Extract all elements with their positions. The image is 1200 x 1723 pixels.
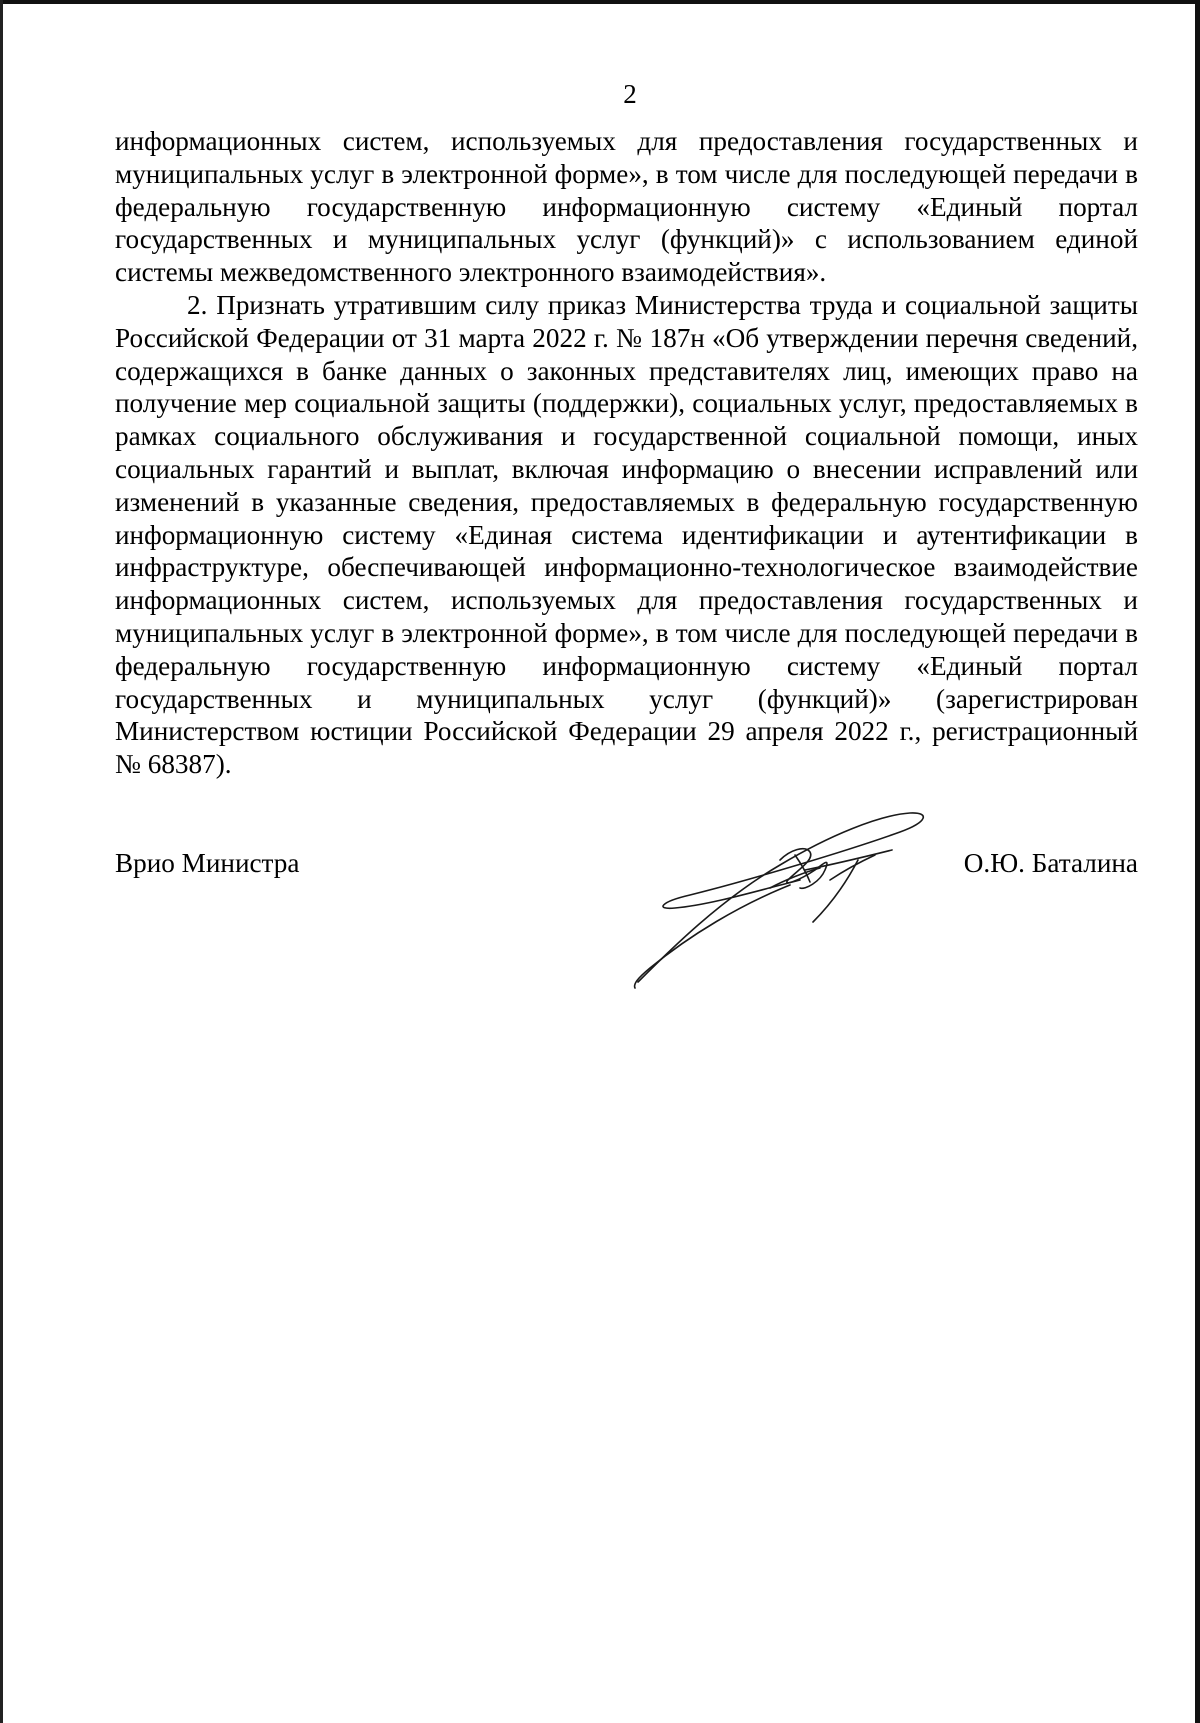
handwritten-signature [630,810,930,1000]
paragraph-item-2: 2. Признать утратившим силу приказ Министерства труда и социальной защиты Российской Федерации от 31 марта 2022 г. № 187н «Об утверждении перечня сведений, содержащихся в банке данных о законных представителях лиц, имеющих право на получение мер социальной защиты (поддержки), социальных услуг, предоставляемых в рамках социального обслуживания и государственной социальной помощи, иных социальных гарантий и выплат, включая информацию о внесении исправлений или изменений в указанные сведения, предоставляемых в федеральную государственную информационную систему «Единая система идентификации и аутентификации в инфраструктуре, обеспечивающей информационно-технологическое взаимодействие информационных систем, используемых для предоставления государственных и муниципальных услуг в электронной форме», в том числе для последующей передачи в федеральную государственную информационную систему «Единый портал государственных и муниципальных услуг (функций)» (зарегистрирован Министерством юстиции Российской Федерации 29 апреля 2022 г., регистрационный № 68387). [115,289,1138,780]
paragraph-continuation: информационных систем, используемых для предоставления государственных и муниципальных услуг в электронной форме», в том числе для последующей передачи в федеральную государственную информационную систему «Единый портал государственных и муниципальных услуг (функций)» с использованием единой системы межведомственного электронного взаимодействия». [115,126,1138,288]
scan-edge-right [1195,0,1200,1723]
scan-edge-top [0,0,1200,4]
scan-edge-left [0,0,3,1723]
document-body [115,125,1138,781]
page-number: 2 [623,79,637,109]
signer-name: О.Ю. Баталина [963,848,1138,878]
signer-position: Врио Министра [115,848,300,878]
